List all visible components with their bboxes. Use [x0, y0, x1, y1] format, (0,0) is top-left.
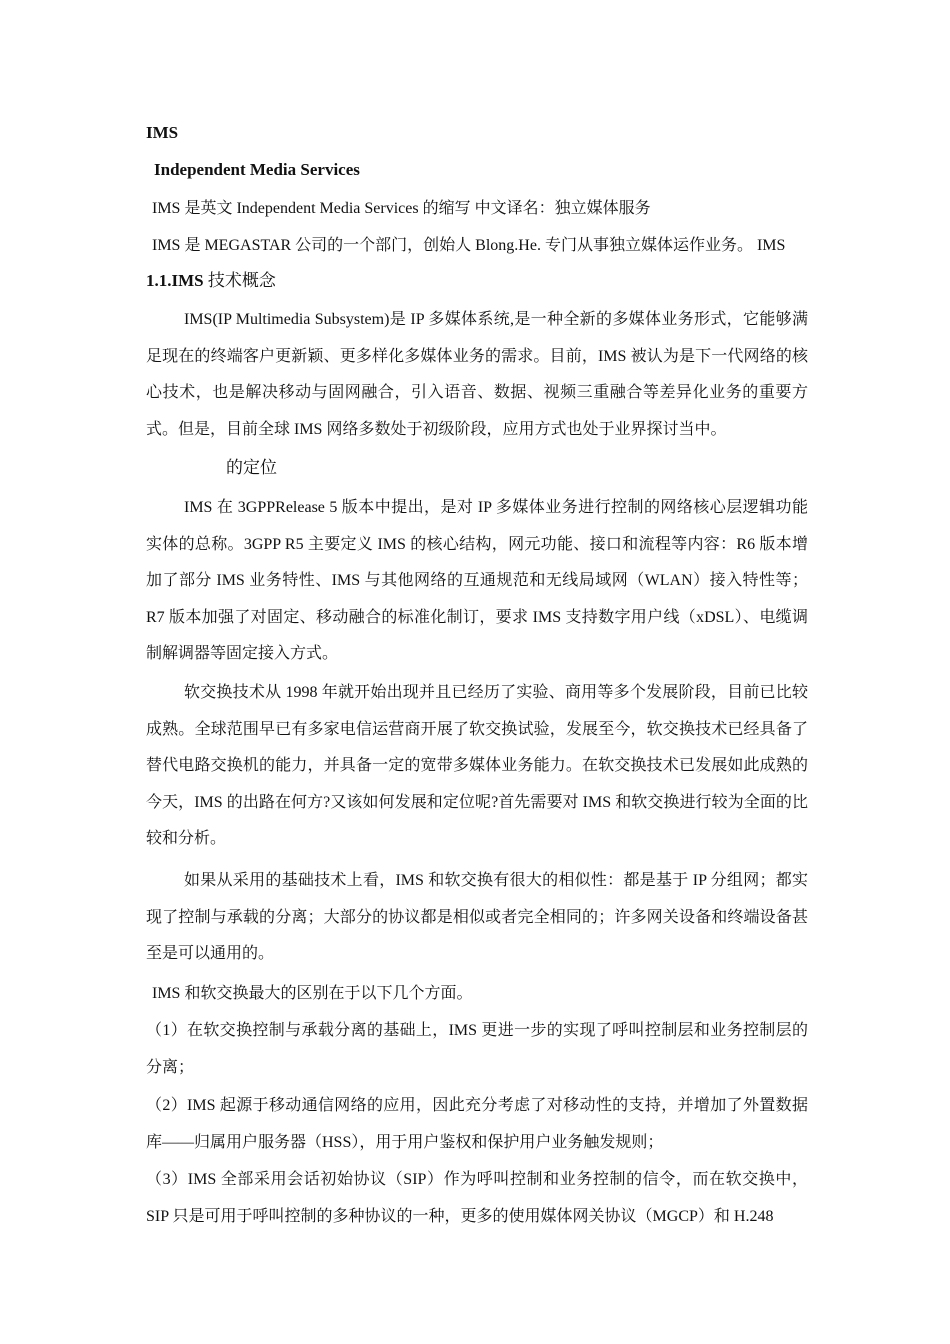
- list-item-2: （2）IMS 起源于移动通信网络的应用，因此充分考虑了对移动性的支持，并增加了外置数据库——归属用户服务器（HSS），用于用户鉴权和保护用户业务触发规则；: [146, 1097, 808, 1151]
- paragraph-similarity: 如果从采用的基础技术上看，IMS 和软交换有很大的相似性：都是基于 IP 分组网；都实现了控制与承载的分离；大部分的协议都是相似或者完全相同的；许多网关设备和终端设备甚至是可以通用的。: [146, 872, 808, 962]
- paragraph-difference-intro: IMS 和软交换最大的区别在于以下几个方面。: [152, 985, 473, 1002]
- intro-line-abbreviation: IMS 是英文 Independent Media Services 的缩写 中文译名：独立媒体服务: [152, 200, 651, 217]
- paragraph-concept: IMS(IP Multimedia Subsystem)是 IP 多媒体系统,是一种全新的多媒体业务形式，它能够满足现在的终端客户更新颖、更多样化多媒体业务的需求。目前，IMS 被认为是下一代网络的核心技术，也是解决移动与固网融合，引入语音、数据、视频三重融合等差异化业务的重要方式。但是，目前全球 IMS 网络多数处于初级阶段，应用方式也处于业界探讨当中。: [146, 311, 808, 438]
- list-item-3: （3）IMS 全部采用会话初始协议（SIP）作为呼叫控制和业务控制的信令，而在软交换中，SIP 只是可用于呼叫控制的多种协议的一种，更多的使用媒体网关协议（MGCP）和 H.248: [146, 1171, 808, 1225]
- intro-line-company: IMS 是 MEGASTAR 公司的一个部门，创始人 Blong.He. 专门从事独立媒体运作业务。 IMS: [152, 237, 786, 254]
- section-heading: [146, 271, 276, 291]
- section-number: 1.1.IMS: [146, 271, 204, 290]
- document-subtitle: Independent Media Services: [154, 160, 360, 179]
- section-title: 技术概念: [203, 271, 276, 290]
- paragraph-release: IMS 在 3GPPRelease 5 版本中提出，是对 IP 多媒体业务进行控制的网络核心层逻辑功能实体的总称。3GPP R5 主要定义 IMS 的核心结构，网元功能、接口和流程等内容：R6 版本增加了部分 IMS 业务特性、IMS 与其他网络的互通规范和无线局域网（WLAN）接入特性等；R7 版本加强了对固定、移动融合的标准化制订，要求 IMS 支持数字用户线（xDSL）、电缆调制解调器等固定接入方式。: [146, 499, 808, 662]
- document-title: IMS: [146, 123, 179, 142]
- subheading-positioning: 的定位: [226, 458, 277, 477]
- paragraph-softswitch: 软交换技术从 1998 年就开始出现并且已经历了实验、商用等多个发展阶段，目前已比较成熟。全球范围早已有多家电信运营商开展了软交换试验，发展至今，软交换技术已经具备了替代电路交换机的能力，并具备一定的宽带多媒体业务能力。在软交换技术已发展如此成熟的今天，IMS 的出路在何方?又该如何发展和定位呢?首先需要对 IMS 和软交换进行较为全面的比较和分析。: [146, 684, 808, 847]
- list-item-1: （1）在软交换控制与承载分离的基础上，IMS 更进一步的实现了呼叫控制层和业务控制层的分离；: [146, 1022, 808, 1076]
